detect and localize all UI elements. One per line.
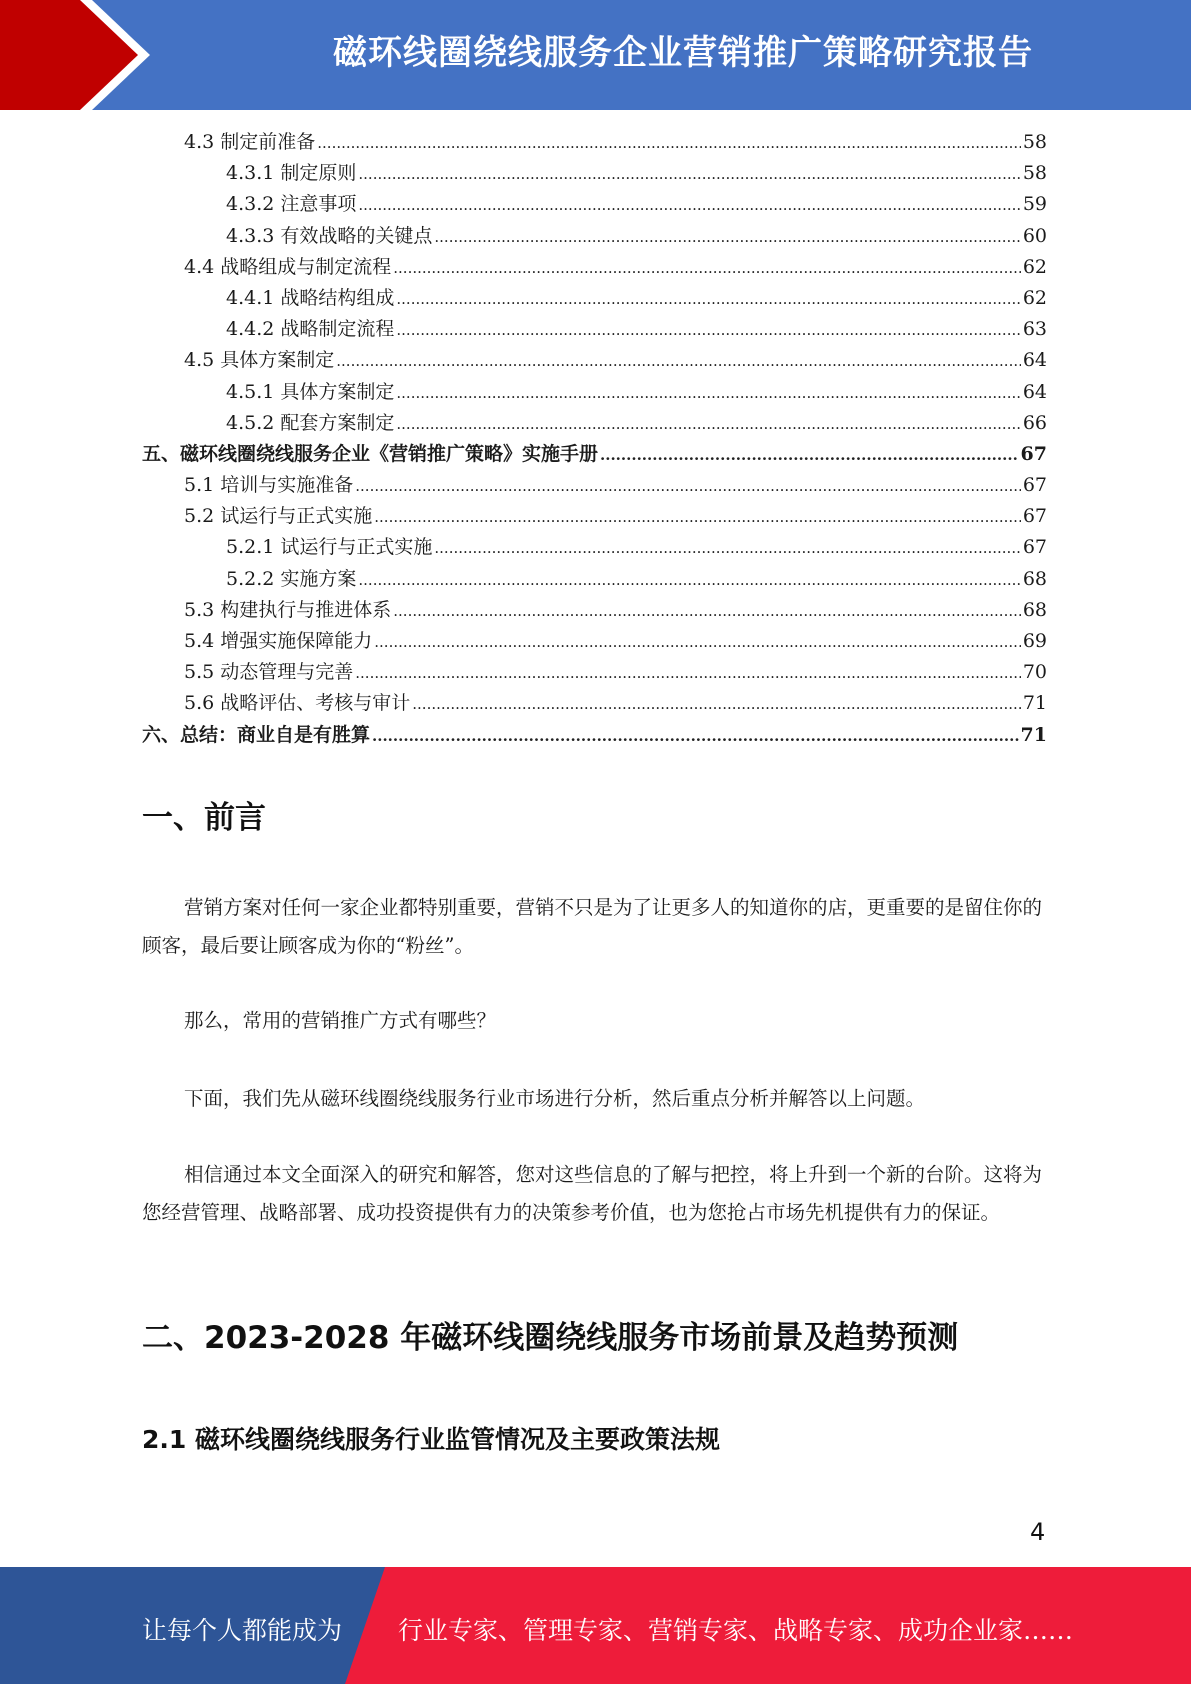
- toc-dot-leader: [396, 315, 1020, 346]
- toc-entry-page: 62: [1022, 286, 1047, 309]
- toc-entry-page: 58: [1022, 131, 1047, 153]
- toc-entry[interactable]: [142, 127, 1047, 158]
- toc-entry-label: 5.5 动态管理与完善: [184, 661, 354, 684]
- toc-entry-label: 4.5.1 具体方案制定: [226, 380, 395, 403]
- toc-entry-label: 4.5 具体方案制定: [184, 349, 335, 372]
- table-of-contents: [142, 127, 1047, 751]
- toc-entry-label: 4.3.1 制定原则: [226, 162, 357, 185]
- toc-entry[interactable]: [142, 688, 1047, 719]
- toc-dot-leader: [372, 721, 1019, 752]
- toc-entry-page: 67: [1020, 442, 1047, 465]
- toc-entry-page: 71: [1022, 692, 1047, 715]
- toc-entry-page: 68: [1022, 567, 1047, 590]
- toc-entry-page: 60: [1022, 224, 1047, 247]
- toc-entry[interactable]: [142, 377, 1047, 408]
- toc-entry-label: 六、总结：商业自是有胜算: [142, 723, 371, 746]
- subsection-heading-regulation: 2.1 磁环线圈绕线服务行业监管情况及主要政策法规: [142, 1425, 720, 1454]
- toc-entry[interactable]: [142, 221, 1047, 252]
- toc-entry[interactable]: [142, 314, 1047, 345]
- toc-entry[interactable]: [142, 595, 1047, 626]
- toc-entry[interactable]: [142, 252, 1047, 283]
- toc-entry-label: 五、磁环线圈绕线服务企业《营销推广策略》实施手册: [142, 442, 599, 465]
- section-heading-market-outlook: 二、2023-2028 年磁环线圈绕线服务市场前景及趋势预测: [142, 1320, 959, 1356]
- page-header: [0, 0, 1191, 110]
- toc-entry-label: 4.3 制定前准备: [184, 131, 316, 153]
- paragraph: 那么，常用的营销推广方式有哪些？: [184, 1009, 497, 1032]
- toc-entry-label: 5.4 增强实施保障能力: [184, 630, 373, 652]
- toc-dot-leader: [336, 346, 1021, 377]
- toc-entry-label: 4.4 战略组成与制定流程: [184, 255, 392, 278]
- toc-entry-page: 67: [1022, 505, 1047, 528]
- toc-dot-leader: [358, 565, 1020, 596]
- toc-entry-page: 62: [1022, 255, 1047, 278]
- toc-entry-page: 71: [1020, 723, 1047, 746]
- paragraph: 相信通过本文全面深入的研究和解答，您对这些信息的了解与把控，将上升到一个新的台阶。这将为您经营管理、战略部署、成功投资提供有力的决策参考价值，也为您抢占市场先机提供有力的保证。: [142, 1163, 1043, 1224]
- toc-entry-page: 63: [1022, 318, 1047, 341]
- toc-dot-leader: [358, 159, 1020, 190]
- paragraph: 下面，我们先从磁环线圈绕线服务行业市场进行分析，然后重点分析并解答以上问题。: [184, 1087, 926, 1110]
- toc-entry-page: 58: [1022, 162, 1047, 185]
- toc-entry[interactable]: [142, 345, 1047, 376]
- toc-dot-leader: [393, 253, 1021, 284]
- toc-entry-page: 67: [1022, 474, 1047, 497]
- toc-entry[interactable]: [142, 532, 1047, 563]
- toc-entry-label: 5.2.1 试运行与正式实施: [226, 536, 433, 559]
- toc-dot-leader: [396, 409, 1020, 440]
- toc-entry-label: 4.4.2 战略制定流程: [226, 318, 395, 341]
- toc-entry-label: 4.3.3 有效战略的关键点: [226, 224, 433, 247]
- toc-dot-leader: [393, 596, 1021, 627]
- section-heading-preface: 一、前言: [142, 800, 266, 836]
- toc-entry-label: 5.3 构建执行与推进体系: [184, 598, 392, 621]
- toc-entry[interactable]: [142, 439, 1047, 470]
- page-footer: [0, 1567, 1191, 1684]
- toc-entry-label: 4.5.2 配套方案制定: [226, 411, 395, 434]
- toc-dot-leader: [396, 378, 1020, 409]
- toc-entry-label: 5.2.2 实施方案: [226, 567, 357, 590]
- toc-entry-label: 4.3.2 注意事项: [226, 193, 357, 216]
- toc-entry[interactable]: [142, 470, 1047, 501]
- toc-entry-page: 66: [1022, 411, 1047, 434]
- toc-entry[interactable]: [142, 189, 1047, 220]
- toc-entry[interactable]: [142, 283, 1047, 314]
- toc-dot-leader: [374, 502, 1021, 533]
- toc-entry[interactable]: [142, 720, 1047, 751]
- toc-entry-page: 70: [1022, 661, 1047, 684]
- toc-entry-page: 59: [1022, 193, 1047, 216]
- toc-dot-leader: [600, 440, 1019, 471]
- toc-dot-leader: [374, 627, 1021, 658]
- toc-entry[interactable]: [142, 408, 1047, 439]
- toc-entry-page: 64: [1022, 349, 1047, 372]
- footer-slogan-right: 行业专家、管理专家、营销专家、战略专家、成功企业家……: [398, 1616, 1074, 1645]
- toc-entry-label: 5.6 战略评估、考核与审计: [184, 692, 411, 715]
- page-number: 4: [1030, 1518, 1046, 1546]
- toc-entry-label: 4.4.1 战略结构组成: [226, 286, 395, 309]
- toc-entry-page: 68: [1022, 598, 1047, 621]
- toc-entry-page: 64: [1022, 380, 1047, 403]
- paragraph: 营销方案对任何一家企业都特别重要，营销不只是为了让更多人的知道你的店，更重要的是留住你的顾客，最后要让顾客成为你的“粉丝”。: [142, 896, 1043, 957]
- toc-entry[interactable]: [142, 657, 1047, 688]
- toc-dot-leader: [355, 471, 1021, 502]
- footer-slogan-left: 让每个人都能成为: [142, 1616, 343, 1645]
- toc-entry[interactable]: [142, 501, 1047, 532]
- toc-dot-leader: [434, 533, 1020, 564]
- toc-entry-label: 5.1 培训与实施准备: [184, 474, 354, 497]
- toc-entry[interactable]: [142, 626, 1047, 657]
- toc-dot-leader: [355, 658, 1021, 689]
- toc-entry-page: 69: [1022, 630, 1047, 652]
- toc-entry-page: 67: [1022, 536, 1047, 559]
- toc-dot-leader: [412, 689, 1021, 720]
- report-title: 磁环线圈绕线服务企业营销推广策略研究报告: [333, 33, 1033, 73]
- toc-dot-leader: [434, 222, 1020, 253]
- toc-dot-leader: [358, 190, 1020, 221]
- toc-entry[interactable]: [142, 158, 1047, 189]
- toc-dot-leader: [317, 128, 1021, 159]
- toc-entry-label: 5.2 试运行与正式实施: [184, 505, 373, 528]
- toc-entry[interactable]: [142, 564, 1047, 595]
- toc-dot-leader: [396, 284, 1020, 315]
